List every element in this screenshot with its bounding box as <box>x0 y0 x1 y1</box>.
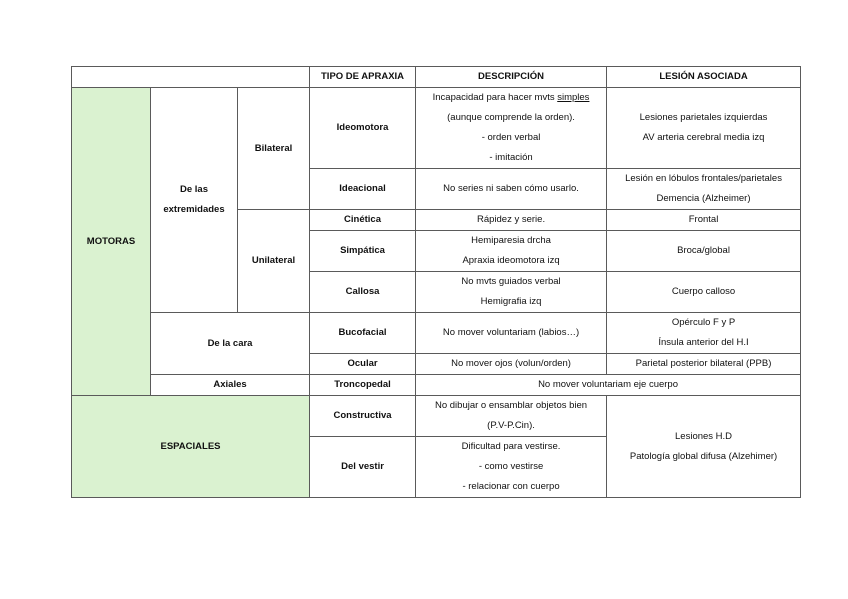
desc-constructiva-line2: (P.V-P.Cin). <box>487 420 535 431</box>
desc-callosa-line2: Hemigrafia izq <box>480 296 542 307</box>
desc-constructiva <box>416 396 607 437</box>
lesion-simpatica: Broca/global <box>607 231 801 272</box>
lesion-bucofacial-line2: Ínsula anterior del H.I <box>658 337 749 348</box>
desc-callosa-line1: No mvts guiados verbal <box>461 276 561 287</box>
tipo-vestir: Del vestir <box>310 437 416 498</box>
desc-vestir-line3: - relacionar con cuerpo <box>462 481 560 492</box>
desc-ideomotora-line4: - imitación <box>489 152 533 163</box>
desc-ideomotora-line2: (aunque comprende la orden). <box>447 112 575 123</box>
desc-vestir-line2: - como vestirse <box>478 461 544 472</box>
header-row <box>72 67 801 88</box>
group-extremidades-line2: extremidades <box>163 204 225 215</box>
group-unilateral: Unilateral <box>238 210 310 313</box>
desc-ocular: No mover ojos (volun/orden) <box>416 354 607 375</box>
table-row <box>72 88 801 169</box>
desc-constructiva-line1: No dibujar o ensamblar objetos bien <box>434 400 588 411</box>
lesion-ideomotora <box>607 88 801 169</box>
lesion-callosa: Cuerpo calloso <box>607 272 801 313</box>
table-row <box>72 375 801 396</box>
group-extremidades-line1: De las <box>180 184 208 195</box>
group-espaciales: ESPACIALES <box>72 396 310 498</box>
table-row <box>72 396 801 437</box>
tipo-simpatica: Simpática <box>310 231 416 272</box>
lesion-bucofacial-line1: Opérculo F y P <box>671 317 736 328</box>
tipo-bucofacial: Bucofacial <box>310 313 416 354</box>
header-tipo: TIPO DE APRAXIA <box>310 67 416 88</box>
desc-bucofacial: No mover voluntariam (labios…) <box>416 313 607 354</box>
desc-ideomotora-line3: - orden verbal <box>481 132 541 143</box>
desc-ideomotora <box>416 88 607 169</box>
lesion-espaciales <box>607 396 801 498</box>
lesion-ideacional <box>607 169 801 210</box>
tipo-constructiva: Constructiva <box>310 396 416 437</box>
desc-vestir <box>416 437 607 498</box>
desc-callosa <box>416 272 607 313</box>
desc-ideacional: No series ni saben cómo usarlo. <box>416 169 607 210</box>
lesion-ideacional-line1: Lesión en lóbulos frontales/parietales <box>625 173 782 184</box>
desc-troncopedal: No mover voluntariam eje cuerpo <box>416 375 801 396</box>
lesion-ideomotora-line2: AV arteria cerebral media izq <box>642 132 765 143</box>
lesion-ideomotora-line1: Lesiones parietales izquierdas <box>639 112 768 123</box>
desc-cinetica: Rápidez y serie. <box>416 210 607 231</box>
desc-simpatica-line1: Hemiparesia drcha <box>471 235 551 246</box>
group-extremidades <box>151 88 238 313</box>
desc-simpatica-line2: Apraxia ideomotora izq <box>462 255 560 266</box>
lesion-bucofacial <box>607 313 801 354</box>
lesion-ideacional-line2: Demencia (Alzheimer) <box>656 193 751 204</box>
group-bilateral: Bilateral <box>238 88 310 210</box>
lesion-espaciales-line2: Patología global difusa (Alzehimer) <box>629 450 778 462</box>
apraxia-table <box>71 66 801 498</box>
header-descripcion: DESCRIPCIÓN <box>416 67 607 88</box>
header-empty-cell <box>72 67 310 88</box>
tipo-troncopedal: Troncopedal <box>310 375 416 396</box>
desc-ideomotora-underlined: simples <box>557 92 590 103</box>
group-axiales: Axiales <box>151 375 310 396</box>
table-row <box>72 313 801 354</box>
tipo-cinetica: Cinética <box>310 210 416 231</box>
desc-simpatica <box>416 231 607 272</box>
tipo-callosa: Callosa <box>310 272 416 313</box>
lesion-ocular: Parietal posterior bilateral (PPB) <box>607 354 801 375</box>
desc-ideomotora-line1 <box>418 88 604 108</box>
group-cara: De la cara <box>151 313 310 375</box>
tipo-ocular: Ocular <box>310 354 416 375</box>
lesion-espaciales-line1: Lesiones H.D <box>675 430 733 442</box>
desc-ideomotora-text: Incapacidad para hacer mvts <box>432 92 558 103</box>
tipo-ideacional: Ideacional <box>310 169 416 210</box>
header-lesion: LESIÓN ASOCIADA <box>607 67 801 88</box>
desc-vestir-line1: Dificultad para vestirse. <box>461 441 561 452</box>
lesion-cinetica: Frontal <box>607 210 801 231</box>
tipo-ideomotora: Ideomotora <box>310 88 416 169</box>
group-motoras: MOTORAS <box>72 88 151 396</box>
